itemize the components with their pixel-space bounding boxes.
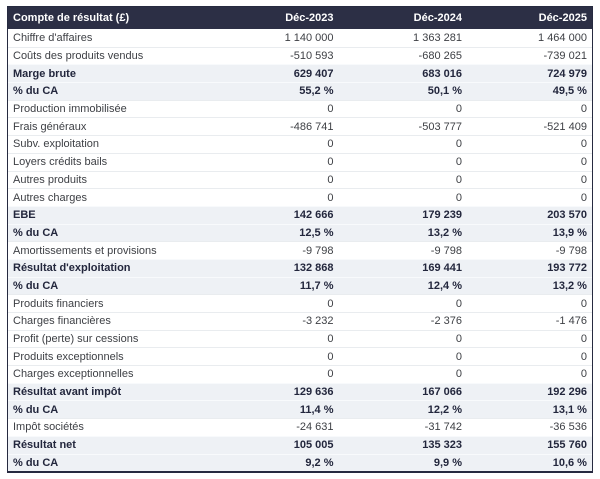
table-header-row — [8, 7, 592, 29]
cell-value: -503 777 — [418, 120, 462, 133]
cell-value: -9 798 — [302, 244, 334, 257]
table-row — [8, 153, 592, 171]
cell-value: 0 — [455, 191, 462, 204]
table-row — [8, 294, 592, 312]
row-label: Produits financiers — [13, 297, 104, 310]
cell-value: 169 441 — [422, 262, 462, 275]
row-label: Charges financières — [13, 315, 111, 328]
cell-value: 0 — [580, 350, 587, 363]
cell-value: 50,1 % — [427, 85, 462, 98]
cell-value: 0 — [580, 297, 587, 310]
cell-value: 142 666 — [293, 209, 334, 222]
cell-value: 49,5 % — [552, 85, 587, 98]
row-label: Subv. exploitation — [13, 138, 100, 151]
row-label: Résultat avant impôt — [13, 386, 122, 399]
table-row — [8, 224, 592, 242]
row-label: % du CA — [13, 226, 59, 239]
cell-value: 135 323 — [422, 439, 462, 452]
cell-value: 724 979 — [547, 67, 587, 80]
cell-value: 11,7 % — [299, 279, 334, 292]
cell-value: -521 409 — [543, 120, 587, 133]
cell-value: -1 476 — [555, 315, 587, 328]
table-body — [8, 29, 592, 471]
cell-value: 12,5 % — [299, 226, 334, 239]
table-row — [8, 206, 592, 224]
table-row — [8, 259, 592, 277]
table-row — [8, 330, 592, 348]
table-row — [8, 171, 592, 189]
column-header-dec-2025: Déc-2025 — [538, 12, 587, 24]
cell-value: 193 772 — [547, 262, 587, 275]
cell-value: 0 — [327, 333, 334, 346]
table-row — [8, 383, 592, 401]
cell-value: -24 631 — [296, 421, 334, 434]
table-row — [8, 454, 592, 472]
table-row — [8, 312, 592, 330]
cell-value: -3 232 — [302, 315, 334, 328]
row-label: Autres charges — [13, 191, 87, 204]
row-label: Coûts des produits vendus — [13, 50, 144, 63]
row-label: Impôt sociétés — [13, 421, 84, 434]
cell-value: 0 — [327, 156, 334, 169]
income-statement-table — [7, 6, 593, 473]
row-label: Résultat d'exploitation — [13, 262, 131, 275]
cell-value: 167 066 — [422, 386, 462, 399]
cell-value: 629 407 — [293, 67, 334, 80]
table-row — [8, 188, 592, 206]
table-row — [8, 241, 592, 259]
table-row — [8, 277, 592, 295]
cell-value: 10,6 % — [552, 456, 587, 469]
row-label: % du CA — [13, 85, 59, 98]
cell-value: 1 363 281 — [413, 31, 462, 44]
row-label: Production immobilisée — [13, 103, 127, 116]
row-label: Chiffre d'affaires — [13, 31, 93, 44]
cell-value: 683 016 — [422, 67, 462, 80]
cell-value: -2 376 — [430, 315, 462, 328]
table-row — [8, 365, 592, 383]
cell-value: 0 — [580, 138, 587, 151]
cell-value: 55,2 % — [299, 85, 334, 98]
cell-value: 0 — [327, 297, 334, 310]
cell-value: 0 — [455, 173, 462, 186]
cell-value: 13,2 % — [427, 226, 462, 239]
table-row — [8, 47, 592, 65]
cell-value: 11,4 % — [299, 403, 334, 416]
cell-value: 179 239 — [422, 209, 462, 222]
cell-value: 0 — [580, 333, 587, 346]
row-label: Amortissements et provisions — [13, 244, 157, 257]
row-label: EBE — [13, 209, 36, 222]
cell-value: 0 — [580, 103, 587, 116]
table-row — [8, 29, 592, 47]
cell-value: 9,2 % — [305, 456, 334, 469]
cell-value: 13,2 % — [552, 279, 587, 292]
cell-value: 0 — [455, 103, 462, 116]
table-row — [8, 135, 592, 153]
cell-value: 13,9 % — [552, 226, 587, 239]
row-label: Autres produits — [13, 173, 87, 186]
column-header-dec-2023: Déc-2023 — [285, 12, 334, 24]
cell-value: 0 — [455, 368, 462, 381]
cell-value: 192 296 — [547, 386, 587, 399]
cell-value: 0 — [327, 191, 334, 204]
table-row — [8, 347, 592, 365]
row-label: Marge brute — [13, 67, 76, 80]
cell-value: 105 005 — [293, 439, 334, 452]
cell-value: 13,1 % — [552, 403, 587, 416]
cell-value: 12,2 % — [427, 403, 462, 416]
cell-value: 0 — [580, 368, 587, 381]
column-header-dec-2024: Déc-2024 — [413, 12, 462, 24]
cell-value: -9 798 — [430, 244, 462, 257]
row-label: Produits exceptionnels — [13, 350, 124, 363]
row-label: Charges exceptionnelles — [13, 368, 134, 381]
row-label: Profit (perte) sur cessions — [13, 333, 139, 346]
cell-value: 0 — [327, 138, 334, 151]
row-label: % du CA — [13, 279, 59, 292]
cell-value: 0 — [455, 138, 462, 151]
cell-value: 0 — [455, 350, 462, 363]
cell-value: -680 265 — [418, 50, 462, 63]
cell-value: 132 868 — [293, 262, 334, 275]
row-label: Frais généraux — [13, 120, 87, 133]
table-title: Compte de résultat (£) — [13, 12, 130, 24]
cell-value: 129 636 — [293, 386, 334, 399]
table-row — [8, 117, 592, 135]
cell-value: 0 — [580, 173, 587, 186]
row-label: % du CA — [13, 403, 59, 416]
cell-value: 9,9 % — [433, 456, 462, 469]
row-label: Résultat net — [13, 439, 76, 452]
cell-value: 0 — [455, 156, 462, 169]
cell-value: -510 593 — [290, 50, 334, 63]
cell-value: 1 140 000 — [284, 31, 334, 44]
cell-value: -739 021 — [543, 50, 587, 63]
table-row — [8, 400, 592, 418]
cell-value: 0 — [327, 103, 334, 116]
cell-value: 0 — [455, 333, 462, 346]
table-row — [8, 82, 592, 100]
cell-value: 203 570 — [547, 209, 587, 222]
cell-value: 155 760 — [547, 439, 587, 452]
cell-value: 0 — [455, 297, 462, 310]
table-row — [8, 64, 592, 82]
cell-value: -31 742 — [424, 421, 462, 434]
cell-value: -36 536 — [549, 421, 587, 434]
cell-value: 0 — [327, 368, 334, 381]
table-row — [8, 100, 592, 118]
cell-value: 0 — [580, 156, 587, 169]
table-row — [8, 418, 592, 436]
cell-value: -9 798 — [555, 244, 587, 257]
row-label: Loyers crédits bails — [13, 156, 108, 169]
cell-value: 12,4 % — [427, 279, 462, 292]
cell-value: 0 — [327, 350, 334, 363]
table-row — [8, 436, 592, 454]
cell-value: 1 464 000 — [538, 31, 587, 44]
cell-value: 0 — [327, 173, 334, 186]
cell-value: 0 — [580, 191, 587, 204]
cell-value: -486 741 — [290, 120, 334, 133]
row-label: % du CA — [13, 456, 59, 469]
